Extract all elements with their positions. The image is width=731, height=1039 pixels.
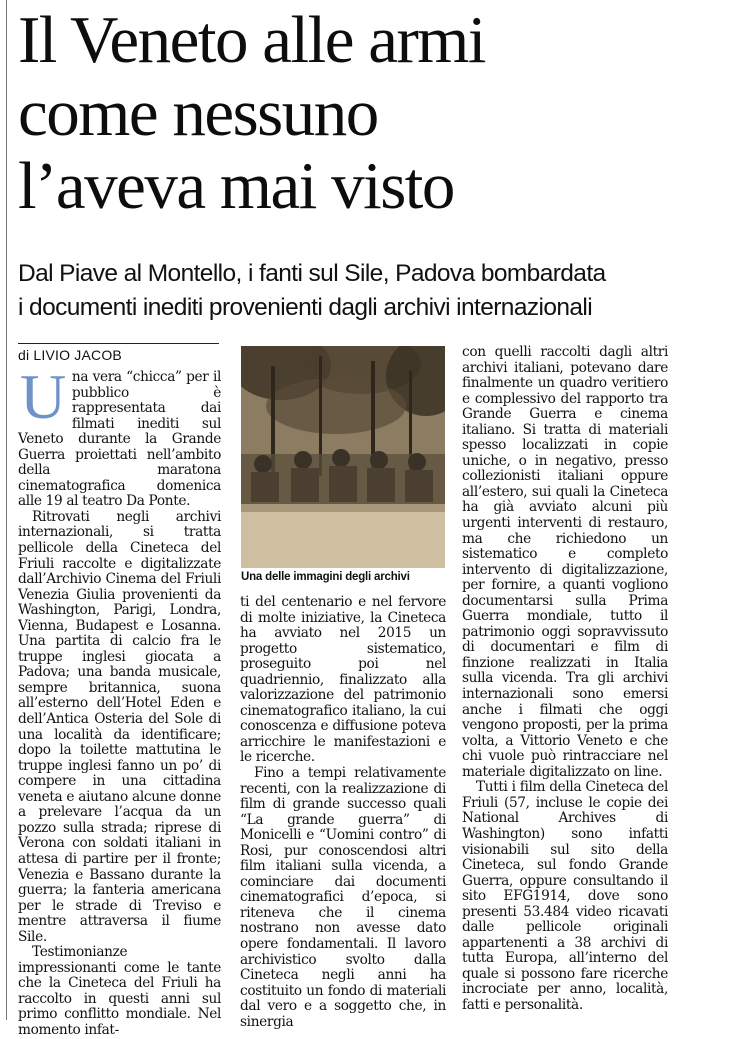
subtitle-line-2: i documenti inediti provenienti dagli archivi internazionali xyxy=(18,294,593,321)
photo-caption: Una delle immagini degli archivi xyxy=(241,571,410,583)
soldiers-in-trench-image xyxy=(241,346,445,568)
paragraph: na vera “chicca” per il pubblico è rappresentata dai filmati inediti sul Veneto durante la Grande Guerra proiettati nell’ambito della maratona cinematografica domenica alle 19 al teatro Da Ponte. xyxy=(18,369,221,510)
paragraph: ti del centenario e nel fervore di molte iniziative, la Cineteca ha avviato nel 2015 un progetto sistematico, proseguito poi nel quadriennio, finalizzato alla valorizzazione del patrimonio cinematografico italiano, la cui conoscenza e diffusione poteva arricchire le manifestazioni e le ricerche. xyxy=(240,594,446,766)
headline xyxy=(18,4,718,223)
paragraph: Testimonianze impressionanti come le tante che la Cineteca del Friuli ha raccolto in questi anni sul primo conflitto mondiale. Nel momento infat- xyxy=(18,944,221,1038)
drop-cap: U xyxy=(20,361,66,432)
archive-photo xyxy=(241,346,445,568)
byline: di LIVIO JACOB xyxy=(18,343,219,363)
column-rule xyxy=(6,0,7,1020)
headline-line-3: l’aveva mai visto xyxy=(18,149,454,223)
article-column-3 xyxy=(462,345,668,1014)
headline-line-2: come nessuno xyxy=(18,76,378,150)
paragraph: Tutti i film della Cineteca del Friuli (57, incluse le copie dei National Archives di Washington) sono infatti visionabili sul sito della Cineteca, sul fondo Grande Guerra, oppure consultando il sito EFG1914, dove sono presenti 53.484 video ricavati dalle pellicole originali appartenenti a 38 archivi di tutta Europa, all’interno del quale si possono fare ricerche incrociate per anno, località, fatti e personalità. xyxy=(462,779,668,1013)
subtitle-line-1: Dal Piave al Montello, i fanti sul Sile, Padova bombardata xyxy=(18,260,606,287)
headline-line-1: Il Veneto alle armi xyxy=(18,3,485,77)
paragraph: con quelli raccolti dagli altri archivi italiani, potevano dare finalmente un quadro veritiero e complessivo del rapporto tra Grande Guerra e cinema italiano. Si tratta di materiali spesso localizzati in copie uniche, o in negativo, presso collezionisti italiani oppure all’estero, sui quali la Cineteca ha già avviato alcuni più urgenti interventi di restauro, ma che richiedono un sistematico e completo intervento di digitalizzazione, per fornire, a quanti vogliono documentarsi sulla Prima Guerra mondiale, tutto il patrimonio oggi sopravvissuto di documentari e film di finzione realizzati in Italia sulla vicenda. Tra gli archivi internazionali sono emersi anche i filmati che oggi vengono proposti, per la prima volta, a Vittorio Veneto e che chi vuole può rintracciare nel materiale digitalizzato on line. xyxy=(462,344,668,780)
paragraph: Fino a tempi relativamente recenti, con la realizzazione di film di grande successo quali “La grande guerra” di Monicelli e “Uomini contro” di Rosi, pur conoscendosi altri film italiani sulla vicenda, a cominciare dai documenti cinematografici d’epoca, si riteneva che il cinema nostrano non avesse dato opere fondamentali. Il lavoro archivistico svolto dalla Cineteca negli anni ha costituito un fondo di materiali dal vero e a soggetto che, in sinergia xyxy=(240,765,446,1030)
subtitle xyxy=(18,257,718,325)
paragraph: Ritrovati negli archivi internazionali, si tratta pellicole della Cineteca del Friuli raccolte e digitalizzate dall’Archivio Cinema del Friuli Venezia Giulia provenienti da Washington, Parigi, Londra, Vienna, Budapest e Losanna. Una partita di calcio fra le truppe inglesi giocata a Padova; una banda musicale, sempre britannica, suona all’esterno dell’Hotel Eden e dell’Antica Osteria del Sole di una località da identificare; dopo la toilette mattutina le truppe inglesi fanno un po’ di compere in una cittadina veneta e aiutano alcune donne a prelevare l’acqua da un pozzo sulla strada; riprese di Verona con soldati italiani in attesa di partire per il fronte; Venezia e Bassano durante la guerra; la fanteria americana per le strade di Treviso e mentre attraversa il fiume Sile. xyxy=(18,508,221,945)
article-column-1 xyxy=(18,361,221,1039)
article-column-2 xyxy=(240,595,446,1030)
